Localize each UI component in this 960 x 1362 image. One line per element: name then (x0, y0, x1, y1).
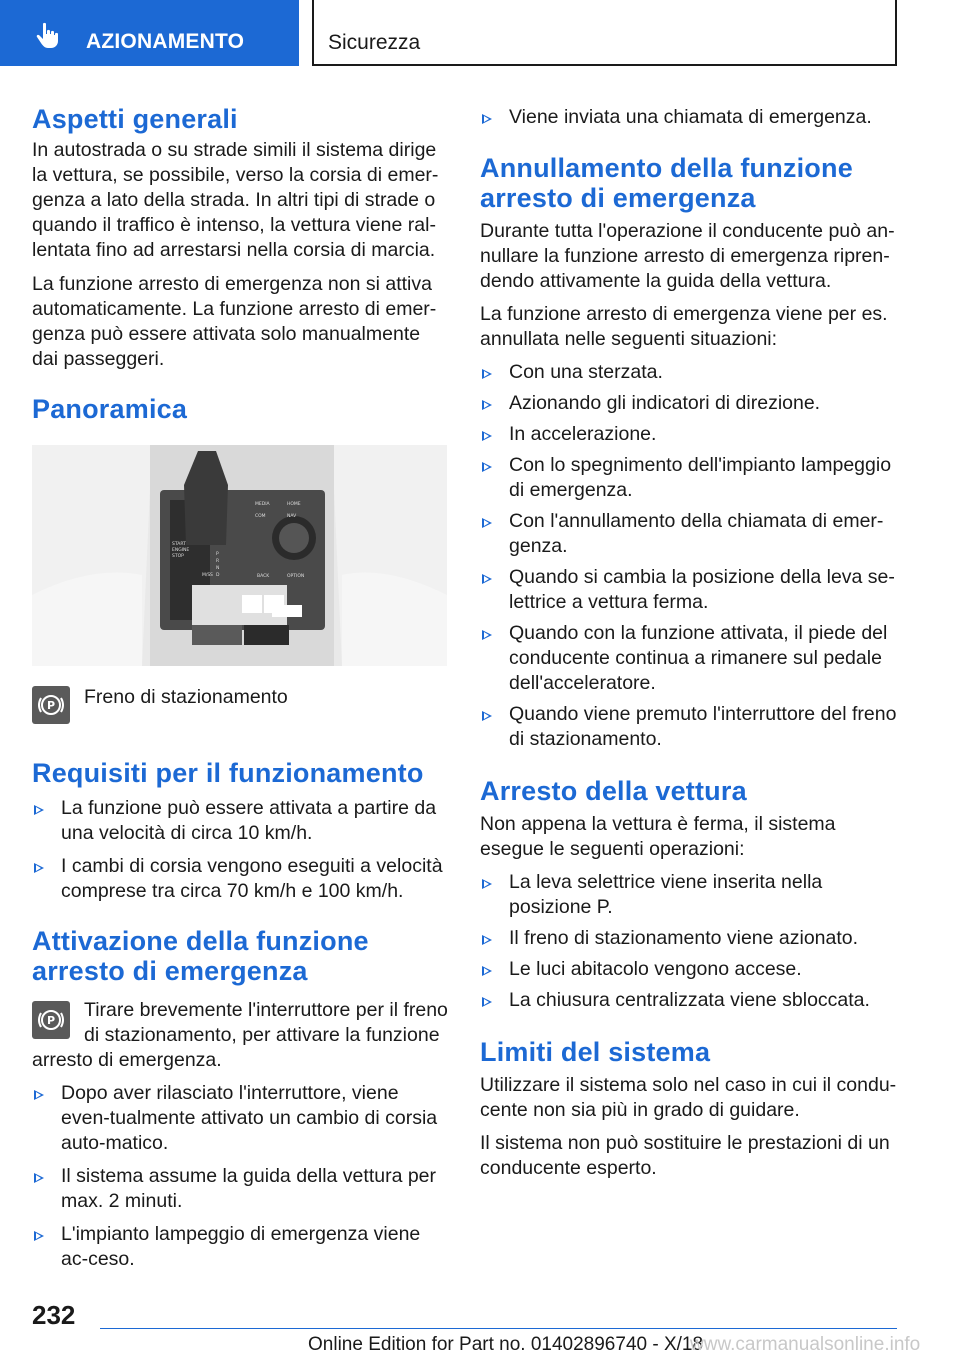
heading-activation: Attivazione della funzione arresto di emergenza (32, 926, 369, 986)
photo-caption: Freno di stazionamento (84, 686, 288, 708)
triangle-bullet-icon (482, 997, 492, 1007)
bullet-text: Viene inviata una chiamata di emergenza. (509, 106, 872, 128)
stop-list (480, 870, 900, 1013)
bullet-text: Quando con la funzione attivata, il piede del conducente continua a rimanere sul pedale dell'acceleratore. (509, 622, 888, 694)
paragraph-limits-2: Il sistema non può sostituire le prestazioni di un conducente esperto. (480, 1132, 890, 1179)
watermark-text: www.carmanualsonline.info (690, 1334, 921, 1355)
svg-text:P: P (46, 1014, 56, 1027)
bullet-text: I cambi di corsia vengono eseguiti a velocità comprese tra circa 70 km/h e 100 km/h. (61, 855, 443, 902)
photo-label-d: D (216, 573, 220, 578)
list-item (480, 702, 900, 752)
center-console-illustration (32, 445, 447, 666)
triangle-bullet-icon (34, 1231, 44, 1241)
photo-label-home: HOME (287, 502, 301, 507)
heading-general: Aspetti generali (32, 104, 238, 134)
list-item (480, 422, 900, 447)
bullet-text: Quando viene premuto l'interruttore del freno di stazionamento. (509, 703, 897, 750)
triangle-bullet-icon (34, 863, 44, 873)
chapter-header (312, 0, 897, 66)
bullet-text: Il freno di stazionamento viene azionato. (509, 927, 859, 949)
heading-limits: Limiti del sistema (480, 1037, 711, 1067)
chapter-label: Sicurezza (328, 31, 421, 54)
list-item (32, 1222, 450, 1272)
list-item (480, 360, 900, 385)
triangle-bullet-icon (482, 935, 492, 945)
parking-brake-icon (32, 686, 70, 724)
photo-label-nav: NAV (287, 514, 297, 519)
photo-label-stop: STOP (172, 554, 184, 559)
triangle-bullet-icon (482, 574, 492, 584)
bullet-text: Con lo spegnimento dell'impianto lampeggio di emergenza. (509, 454, 892, 501)
right-column (480, 105, 900, 1181)
list-item (480, 621, 900, 696)
photo-label-option: OPTION (287, 574, 305, 579)
triangle-bullet-icon (482, 369, 492, 379)
bullet-text: Azionando gli indicatori di direzione. (509, 392, 821, 414)
triangle-bullet-icon (482, 711, 492, 721)
list-item (480, 391, 900, 416)
bullet-text: La funzione può essere attivata a partire da una velocità di circa 10 km/h. (61, 797, 437, 844)
triangle-bullet-icon (34, 1173, 44, 1183)
triangle-bullet-icon (482, 431, 492, 441)
paragraph-general-2: La funzione arresto di emergenza non si attiva automaticamente. La funzione arresto di emer-genza può essere attivata solo manualmente dai passeggeri. (32, 273, 437, 370)
photo-label-ms: M/S (202, 573, 211, 578)
emergency-call-list (480, 105, 900, 130)
cancel-list (480, 360, 900, 752)
list-item (480, 453, 900, 503)
photo-label-com: COM (255, 514, 266, 519)
requirements-list (32, 796, 450, 904)
list-item (480, 509, 900, 559)
footer-divider (100, 1328, 897, 1329)
list-item (32, 854, 450, 904)
list-item (480, 105, 900, 130)
heading-overview: Panoramica (32, 394, 188, 424)
bullet-text: Le luci abitacolo vengono accese. (509, 958, 802, 980)
page-number: 232 (32, 1300, 76, 1330)
left-column (32, 100, 450, 1272)
console-photo (32, 445, 447, 666)
triangle-bullet-icon (482, 966, 492, 976)
triangle-bullet-icon (482, 630, 492, 640)
bullet-text: In accelerazione. (509, 423, 657, 445)
bullet-text: L'impianto lampeggio di emergenza viene ac-ceso. (61, 1223, 421, 1270)
list-item (480, 988, 900, 1013)
section-label: AZIONAMENTO (86, 30, 245, 53)
photo-label-r: R (216, 559, 220, 564)
paragraph-limits-1: Utilizzare il sistema solo nel caso in cui il condu-cente non sia più in grado di guidare. (480, 1074, 897, 1121)
list-item (480, 565, 900, 615)
triangle-bullet-icon (482, 114, 492, 124)
triangle-bullet-icon (482, 879, 492, 889)
section-tab (0, 0, 299, 66)
bullet-text: La leva selettrice viene inserita nella posizione P. (509, 871, 823, 918)
paragraph-cancel-2: La funzione arresto di emergenza viene per es. annullata nelle seguenti situazioni: (480, 303, 888, 350)
list-item (480, 957, 900, 982)
activation-list (32, 1081, 450, 1272)
bullet-text: Quando si cambia la posizione della leva se-lettrice a vettura ferma. (509, 566, 895, 613)
bullet-text: Il sistema assume la guida della vettura per max. 2 minuti. (61, 1165, 437, 1212)
list-item (480, 870, 900, 920)
parking-brake-icon (32, 1001, 70, 1039)
hand-pointer-icon (34, 20, 64, 50)
triangle-bullet-icon (34, 1090, 44, 1100)
list-item (480, 926, 900, 951)
heading-cancel: Annullamento della funzione arresto di emergenza (480, 153, 853, 213)
triangle-bullet-icon (482, 518, 492, 528)
photo-label-n: N (216, 566, 220, 571)
photo-label-back: BACK (257, 574, 270, 579)
triangle-bullet-icon (482, 400, 492, 410)
activation-text: Tirare brevemente l'interruttore per il freno di stazionamento, per attivare la funzione arresto di emergenza. (32, 999, 448, 1071)
edition-text: Online Edition for Part no. 01402896740 - X/18 (308, 1334, 704, 1355)
list-item (32, 1081, 450, 1156)
photo-label-s: S (210, 573, 213, 578)
heading-stop: Arresto della vettura (480, 776, 747, 806)
list-item (32, 1164, 450, 1214)
list-item (32, 796, 450, 846)
svg-text:P: P (46, 699, 56, 712)
activation-block (32, 998, 450, 1073)
paragraph-cancel-1: Durante tutta l'operazione il conducente può an-nullare la funzione arresto di emergenza ripren-dendo attivamente la guida della vettura. (480, 220, 895, 292)
triangle-bullet-icon (34, 805, 44, 815)
photo-label-media: MEDIA (255, 502, 270, 507)
triangle-bullet-icon (482, 462, 492, 472)
paragraph-general-1: In autostrada o su strade simili il sistema dirige la vettura, se possibile, verso la corsia di emer-genza a lato della strada. In altri tipi di strade o quando il traffico è intenso, la vettura viene ral-lentata fino ad arrestarsi nella corsia di marcia. (32, 139, 439, 261)
bullet-text: Con l'annullamento della chiamata di emer-genza. (509, 510, 884, 557)
heading-requirements: Requisiti per il funzionamento (32, 758, 424, 788)
photo-label-p: P (216, 552, 219, 557)
bullet-text: Con una sterzata. (509, 361, 663, 383)
bullet-text: Dopo aver rilasciato l'interruttore, viene even-tualmente attivato un cambio di corsia auto-matico. (61, 1082, 438, 1154)
bullet-text: La chiusura centralizzata viene sbloccata. (509, 989, 870, 1011)
photo-label-engine: ENGINE (172, 548, 190, 553)
photo-label-start: START (172, 542, 186, 547)
paragraph-stop: Non appena la vettura è ferma, il sistema esegue le seguenti operazioni: (480, 813, 836, 860)
